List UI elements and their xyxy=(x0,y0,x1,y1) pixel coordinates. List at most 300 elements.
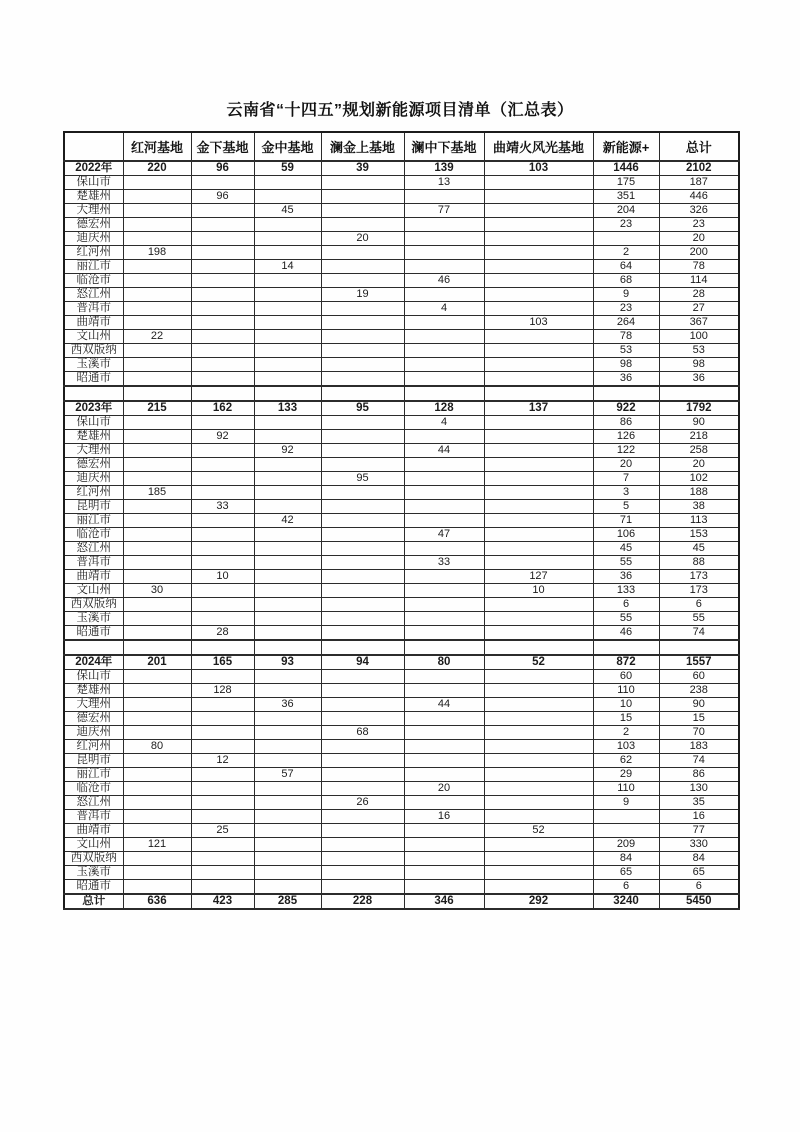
city-row xyxy=(64,486,739,500)
row-label: 玉溪市 xyxy=(64,358,123,372)
row-label: 西双版纳 xyxy=(64,344,123,358)
table-cell xyxy=(191,444,254,458)
table-cell xyxy=(191,838,254,852)
table-cell xyxy=(254,796,321,810)
table-body xyxy=(64,161,739,909)
table-cell xyxy=(123,232,191,246)
table-cell xyxy=(484,416,593,430)
table-cell xyxy=(254,218,321,232)
table-cell xyxy=(484,612,593,626)
table-cell: 20 xyxy=(321,232,404,246)
table-cell: 53 xyxy=(593,344,659,358)
table-cell xyxy=(123,698,191,712)
table-cell xyxy=(191,486,254,500)
table-cell: 103 xyxy=(593,740,659,754)
table-cell xyxy=(484,486,593,500)
table-cell xyxy=(123,500,191,514)
table-cell xyxy=(404,542,484,556)
row-label: 德宏州 xyxy=(64,218,123,232)
table-cell xyxy=(484,444,593,458)
table-cell: 2 xyxy=(593,726,659,740)
table-cell xyxy=(484,500,593,514)
table-cell xyxy=(484,740,593,754)
table-cell xyxy=(123,726,191,740)
table-cell xyxy=(484,176,593,190)
table-cell xyxy=(404,330,484,344)
city-row xyxy=(64,514,739,528)
row-label: 丽江市 xyxy=(64,768,123,782)
table-cell: 55 xyxy=(593,556,659,570)
table-cell: 95 xyxy=(321,472,404,486)
table-cell: 218 xyxy=(659,430,739,444)
table-cell xyxy=(484,190,593,204)
table-cell: 162 xyxy=(191,401,254,416)
column-header: 总计 xyxy=(659,132,739,161)
table-cell: 139 xyxy=(404,161,484,176)
row-label: 普洱市 xyxy=(64,302,123,316)
table-cell: 96 xyxy=(191,161,254,176)
table-cell xyxy=(191,740,254,754)
table-cell xyxy=(404,218,484,232)
city-row xyxy=(64,880,739,895)
table-cell: 133 xyxy=(593,584,659,598)
table-cell: 52 xyxy=(484,655,593,670)
table-cell xyxy=(254,386,321,401)
row-label: 保山市 xyxy=(64,670,123,684)
table-cell xyxy=(593,386,659,401)
table-cell xyxy=(404,372,484,387)
city-row xyxy=(64,358,739,372)
table-cell: 2102 xyxy=(659,161,739,176)
table-cell xyxy=(254,458,321,472)
row-label: 怒江州 xyxy=(64,288,123,302)
table-cell: 46 xyxy=(593,626,659,641)
row-label: 怒江州 xyxy=(64,796,123,810)
table-cell: 10 xyxy=(191,570,254,584)
summary-table xyxy=(63,131,740,910)
city-row xyxy=(64,838,739,852)
city-row xyxy=(64,416,739,430)
table-cell xyxy=(484,288,593,302)
table-cell xyxy=(484,684,593,698)
table-cell xyxy=(321,386,404,401)
table-cell xyxy=(254,880,321,895)
table-cell xyxy=(123,866,191,880)
table-cell xyxy=(191,556,254,570)
table-cell xyxy=(123,358,191,372)
table-cell xyxy=(123,542,191,556)
table-cell: 228 xyxy=(321,894,404,909)
table-cell xyxy=(484,838,593,852)
table-cell xyxy=(484,768,593,782)
table-cell xyxy=(321,612,404,626)
table-cell: 188 xyxy=(659,486,739,500)
table-cell: 92 xyxy=(254,444,321,458)
table-cell xyxy=(484,626,593,641)
table-cell xyxy=(123,472,191,486)
table-cell xyxy=(191,386,254,401)
spacer-row xyxy=(64,640,739,655)
table-cell: 4 xyxy=(404,302,484,316)
row-label: 大理州 xyxy=(64,444,123,458)
row-label xyxy=(64,640,123,655)
table-cell: 86 xyxy=(659,768,739,782)
table-cell: 38 xyxy=(659,500,739,514)
table-cell xyxy=(484,232,593,246)
table-cell xyxy=(484,796,593,810)
table-cell xyxy=(484,726,593,740)
table-cell xyxy=(254,430,321,444)
table-cell: 98 xyxy=(593,358,659,372)
table-cell xyxy=(404,570,484,584)
table-cell xyxy=(484,754,593,768)
city-row xyxy=(64,288,739,302)
row-label: 临沧市 xyxy=(64,528,123,542)
table-cell: 128 xyxy=(191,684,254,698)
city-row xyxy=(64,542,739,556)
table-cell xyxy=(254,754,321,768)
table-cell xyxy=(321,640,404,655)
table-cell xyxy=(191,232,254,246)
table-cell: 200 xyxy=(659,246,739,260)
table-cell: 183 xyxy=(659,740,739,754)
table-cell xyxy=(254,190,321,204)
table-cell xyxy=(254,316,321,330)
table-cell xyxy=(321,810,404,824)
city-row xyxy=(64,670,739,684)
row-label: 红河州 xyxy=(64,740,123,754)
city-row xyxy=(64,444,739,458)
row-label: 怒江州 xyxy=(64,542,123,556)
table-cell: 12 xyxy=(191,754,254,768)
table-cell xyxy=(123,626,191,641)
table-cell: 16 xyxy=(404,810,484,824)
table-cell xyxy=(123,274,191,288)
row-label: 昭通市 xyxy=(64,880,123,895)
row-label: 红河州 xyxy=(64,486,123,500)
city-row xyxy=(64,302,739,316)
table-cell xyxy=(484,330,593,344)
table-cell: 6 xyxy=(593,880,659,895)
city-row xyxy=(64,598,739,612)
table-cell xyxy=(254,288,321,302)
table-cell: 922 xyxy=(593,401,659,416)
table-cell xyxy=(123,712,191,726)
table-cell xyxy=(404,598,484,612)
table-cell xyxy=(321,670,404,684)
row-label: 德宏州 xyxy=(64,458,123,472)
table-cell xyxy=(404,500,484,514)
table-cell xyxy=(123,260,191,274)
table-cell xyxy=(404,288,484,302)
row-label: 2024年 xyxy=(64,655,123,670)
table-cell xyxy=(191,866,254,880)
table-cell: 110 xyxy=(593,684,659,698)
column-header: 澜金上基地 xyxy=(321,132,404,161)
row-label: 昭通市 xyxy=(64,626,123,641)
city-row xyxy=(64,612,739,626)
table-cell xyxy=(321,626,404,641)
table-cell xyxy=(484,386,593,401)
city-row xyxy=(64,570,739,584)
city-row xyxy=(64,810,739,824)
table-cell xyxy=(321,754,404,768)
table-cell: 126 xyxy=(593,430,659,444)
city-row xyxy=(64,372,739,387)
table-cell xyxy=(191,274,254,288)
table-cell: 1557 xyxy=(659,655,739,670)
table-cell: 20 xyxy=(404,782,484,796)
table-cell: 74 xyxy=(659,754,739,768)
table-cell xyxy=(659,640,739,655)
table-cell: 45 xyxy=(659,542,739,556)
table-cell: 13 xyxy=(404,176,484,190)
table-cell: 330 xyxy=(659,838,739,852)
table-cell xyxy=(321,880,404,895)
year-row xyxy=(64,655,739,670)
table-cell xyxy=(321,372,404,387)
table-cell xyxy=(191,246,254,260)
table-cell xyxy=(321,416,404,430)
row-label: 昭通市 xyxy=(64,372,123,387)
table-cell: 122 xyxy=(593,444,659,458)
table-cell: 10 xyxy=(593,698,659,712)
table-cell: 173 xyxy=(659,570,739,584)
table-cell: 175 xyxy=(593,176,659,190)
table-cell xyxy=(321,698,404,712)
table-cell xyxy=(123,684,191,698)
city-row xyxy=(64,316,739,330)
table-cell xyxy=(484,204,593,218)
year-row xyxy=(64,161,739,176)
table-cell: 74 xyxy=(659,626,739,641)
table-cell: 29 xyxy=(593,768,659,782)
year-row xyxy=(64,401,739,416)
city-row xyxy=(64,866,739,880)
table-cell: 20 xyxy=(659,232,739,246)
row-label: 大理州 xyxy=(64,204,123,218)
table-cell xyxy=(593,232,659,246)
table-cell xyxy=(123,528,191,542)
table-cell xyxy=(404,584,484,598)
row-label: 普洱市 xyxy=(64,556,123,570)
table-cell xyxy=(321,176,404,190)
table-cell xyxy=(254,570,321,584)
table-cell: 15 xyxy=(659,712,739,726)
table-cell xyxy=(404,316,484,330)
table-cell xyxy=(484,556,593,570)
table-cell: 46 xyxy=(404,274,484,288)
table-cell: 423 xyxy=(191,894,254,909)
table-cell xyxy=(254,372,321,387)
table-cell: 68 xyxy=(321,726,404,740)
table-cell xyxy=(254,302,321,316)
row-label xyxy=(64,386,123,401)
table-cell: 185 xyxy=(123,486,191,500)
table-cell xyxy=(123,782,191,796)
table-cell: 80 xyxy=(123,740,191,754)
city-row xyxy=(64,274,739,288)
table-cell xyxy=(404,754,484,768)
column-header: 曲靖火风光基地 xyxy=(484,132,593,161)
table-cell xyxy=(484,358,593,372)
table-cell: 102 xyxy=(659,472,739,486)
table-cell: 5450 xyxy=(659,894,739,909)
table-cell xyxy=(191,204,254,218)
table-cell: 57 xyxy=(254,768,321,782)
table-cell: 59 xyxy=(254,161,321,176)
table-cell xyxy=(123,880,191,895)
table-cell: 173 xyxy=(659,584,739,598)
table-cell: 106 xyxy=(593,528,659,542)
row-label: 西双版纳 xyxy=(64,598,123,612)
table-cell xyxy=(321,444,404,458)
table-cell: 6 xyxy=(593,598,659,612)
table-cell: 209 xyxy=(593,838,659,852)
table-cell: 30 xyxy=(123,584,191,598)
table-cell xyxy=(404,344,484,358)
table-cell xyxy=(404,386,484,401)
table-cell xyxy=(254,810,321,824)
table-cell xyxy=(404,358,484,372)
table-cell xyxy=(254,852,321,866)
table-cell: 9 xyxy=(593,288,659,302)
city-row xyxy=(64,852,739,866)
table-cell xyxy=(404,712,484,726)
table-cell xyxy=(191,852,254,866)
city-row xyxy=(64,344,739,358)
table-cell xyxy=(321,824,404,838)
row-label: 红河州 xyxy=(64,246,123,260)
table-cell: 36 xyxy=(593,372,659,387)
table-cell: 3240 xyxy=(593,894,659,909)
table-cell: 187 xyxy=(659,176,739,190)
table-cell: 77 xyxy=(659,824,739,838)
table-cell: 44 xyxy=(404,698,484,712)
table-cell: 22 xyxy=(123,330,191,344)
table-cell xyxy=(404,640,484,655)
table-cell xyxy=(321,260,404,274)
city-row xyxy=(64,626,739,641)
row-label: 保山市 xyxy=(64,176,123,190)
table-cell xyxy=(123,768,191,782)
row-label: 曲靖市 xyxy=(64,570,123,584)
row-label: 文山州 xyxy=(64,330,123,344)
city-row xyxy=(64,556,739,570)
row-label: 丽江市 xyxy=(64,514,123,528)
document-title: 云南省“十四五”规划新能源项目清单（汇总表） xyxy=(226,102,574,119)
table-cell xyxy=(404,472,484,486)
table-cell: 25 xyxy=(191,824,254,838)
table-cell: 42 xyxy=(254,514,321,528)
table-cell: 113 xyxy=(659,514,739,528)
table-cell xyxy=(123,344,191,358)
table-cell xyxy=(191,528,254,542)
table-cell xyxy=(191,372,254,387)
table-cell xyxy=(404,486,484,500)
table-cell: 3 xyxy=(593,486,659,500)
table-cell: 100 xyxy=(659,330,739,344)
table-cell: 292 xyxy=(484,894,593,909)
table-cell: 23 xyxy=(593,218,659,232)
table-cell xyxy=(254,246,321,260)
table-cell xyxy=(404,880,484,895)
table-cell xyxy=(404,796,484,810)
table-cell: 44 xyxy=(404,444,484,458)
table-cell xyxy=(254,640,321,655)
table-cell xyxy=(321,838,404,852)
table-cell xyxy=(254,556,321,570)
table-cell xyxy=(254,838,321,852)
city-row xyxy=(64,330,739,344)
table-cell: 88 xyxy=(659,556,739,570)
city-row xyxy=(64,768,739,782)
table-cell xyxy=(404,740,484,754)
table-cell: 201 xyxy=(123,655,191,670)
city-row xyxy=(64,218,739,232)
table-cell: 872 xyxy=(593,655,659,670)
table-cell: 26 xyxy=(321,796,404,810)
table-cell xyxy=(123,302,191,316)
table-cell xyxy=(484,528,593,542)
table-cell xyxy=(254,416,321,430)
table-cell xyxy=(191,344,254,358)
table-cell: 238 xyxy=(659,684,739,698)
table-cell: 16 xyxy=(659,810,739,824)
table-cell xyxy=(484,246,593,260)
row-label: 迪庆州 xyxy=(64,472,123,486)
row-label: 大理州 xyxy=(64,698,123,712)
table-cell xyxy=(191,698,254,712)
row-label: 2022年 xyxy=(64,161,123,176)
table-cell: 45 xyxy=(254,204,321,218)
table-cell xyxy=(191,768,254,782)
table-cell xyxy=(404,232,484,246)
table-cell xyxy=(191,514,254,528)
table-cell: 52 xyxy=(484,824,593,838)
row-label: 临沧市 xyxy=(64,274,123,288)
table-cell: 326 xyxy=(659,204,739,218)
table-cell xyxy=(123,796,191,810)
table-cell: 39 xyxy=(321,161,404,176)
table-cell: 71 xyxy=(593,514,659,528)
table-cell: 65 xyxy=(659,866,739,880)
table-cell xyxy=(404,246,484,260)
table-cell xyxy=(123,218,191,232)
table-cell xyxy=(191,458,254,472)
table-cell xyxy=(321,458,404,472)
table-cell: 165 xyxy=(191,655,254,670)
table-cell xyxy=(191,316,254,330)
header-row xyxy=(64,132,739,161)
table-cell xyxy=(123,458,191,472)
table-cell: 95 xyxy=(321,401,404,416)
table-cell xyxy=(404,824,484,838)
table-cell: 45 xyxy=(593,542,659,556)
table-cell: 7 xyxy=(593,472,659,486)
column-header: 澜中下基地 xyxy=(404,132,484,161)
table-cell xyxy=(191,612,254,626)
city-row xyxy=(64,528,739,542)
table-cell: 96 xyxy=(191,190,254,204)
row-label: 楚雄州 xyxy=(64,190,123,204)
table-cell xyxy=(321,684,404,698)
table-cell: 285 xyxy=(254,894,321,909)
table-cell xyxy=(484,344,593,358)
table-cell xyxy=(593,824,659,838)
table-cell: 20 xyxy=(659,458,739,472)
table-cell xyxy=(321,246,404,260)
